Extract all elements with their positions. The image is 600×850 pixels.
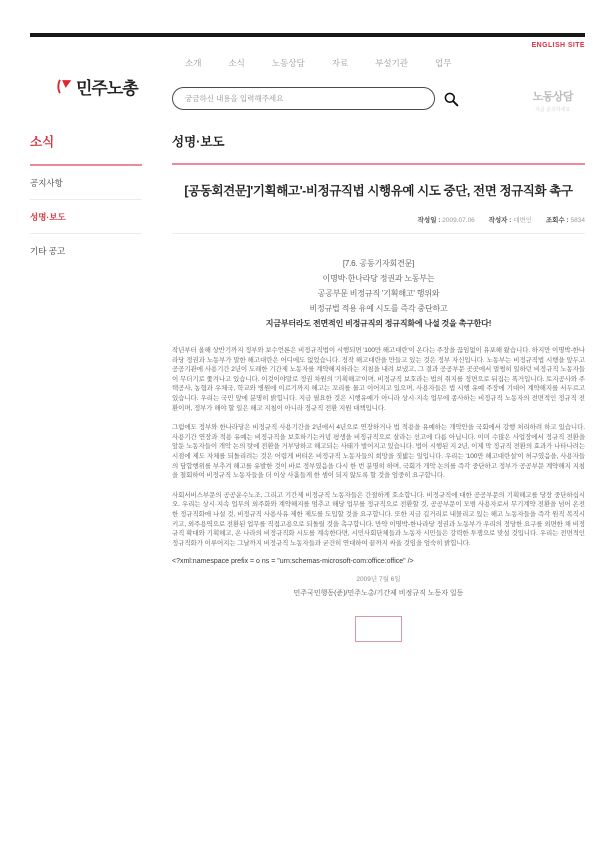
logo-text: 민주노총 xyxy=(76,79,138,98)
lead-line-emphasis: 지금부터라도 전면적인 비정규직의 정규직화에 나설 것을 촉구한다! xyxy=(265,319,492,328)
lead-line: [7.6. 공동기자회견문] xyxy=(342,259,415,268)
nav-item-affiliates[interactable]: 부설기관 xyxy=(375,58,409,68)
english-site-link[interactable]: ENGLISH SITE xyxy=(531,42,585,49)
xml-namespace-artifact: <?xml:namespace prefix = o ns = "urn:schemas-microsoft-com:office:office" /> xyxy=(172,558,414,566)
article-title: [공동회견문]'기획해고'-비정규직법 시행유예 시도 중단, 전면 정규직화 촉구 xyxy=(184,184,573,198)
article-paragraph: 작년부터 올해 상반기까지 정부와 보수언론은 비정규직법이 시행되면 '100만 해고대란'이 온다는 주장을 끊임없이 유포해 왔습니다. 하지만 이명박-한나라당 정권과 노동부가 말한 해고대란은 어디에도 없었습니다. 정작 해고대란을 만들고 있는 것은 정부 자신입니다. 노동부는 비정규직법 시행을 앞두고 공공기관에 사용기간 2년이 도래한 기간제 노동자를 계약해지하라는 지침을 내려 보냈고, 그 결과 공공부문 곳곳에서 멀쩡히 일하던 비정규직 노동자들이 무더기로 쫓겨나고 있습니다. 이것이야말로 정권 차원의 '기획해고'이며, 비정규직 보호라는 법의 취지를 정면으로 뒤집는 폭거입니다. 토지공사와 주택공사, 농협과 우체국, 학교와 병원에 이르기까지 해고는 꼬리를 물고 이어지고 있으며, 사용자들은 법 시행 유예 주장에 기대어 계약해지를 서두르고 있습니다. 우리는 국민 앞에 분명히 밝힙니다. 지금 필요한 것은 시행유예가 아니라 상시·지속 업무에 종사하는 비정규직 노동자의 전면적인 정규직 전환이며, 정부가 해야 할 일은 해고 지침이 아니라 정규직 전환 지원 대책입니다. xyxy=(172,347,585,412)
sidebar-item-etc[interactable]: 기타 공고 xyxy=(30,246,66,256)
nav-item-tasks[interactable]: 업무 xyxy=(435,58,452,68)
lead-line: 비정규법 적용 유예 시도를 즉각 중단하고 xyxy=(309,304,448,313)
search-area xyxy=(172,87,459,110)
nav-item-resources[interactable]: 자료 xyxy=(331,58,349,68)
search-input[interactable] xyxy=(185,94,422,103)
top-divider xyxy=(30,33,585,37)
lead-line: 이명박·한나라당 정권과 노동부는 xyxy=(322,274,435,283)
article-meta xyxy=(172,215,585,234)
statement-date: 2009년 7월 6일 xyxy=(356,576,401,584)
search-field-wrapper xyxy=(172,87,435,110)
quicklink-title: 노동상담 xyxy=(532,91,573,103)
meta-date: 작성일 : 2009.07.06 xyxy=(417,217,475,224)
main-panel xyxy=(172,132,585,642)
search-icon[interactable] xyxy=(443,91,459,107)
labor-counsel-quicklink[interactable] xyxy=(532,88,573,113)
statement-signers: 민주국민행동(준)/민주노총/기간제 비정규직 노동자 일동 xyxy=(293,590,464,598)
nav-item-news[interactable]: 소식 xyxy=(228,58,245,68)
logo-flag-icon xyxy=(55,78,72,95)
sidebar-item-statements[interactable]: 성명·보도 xyxy=(30,200,142,234)
article-paragraph: 사회서비스부문의 공공운수노조, 그리고 기간제 비정규직 노동자들은 간절하게 호소합니다. 비정규직에 대한 공공부문의 기획해고를 당장 중단하십시오. 우리는 상시·지속 업무의 외주화와 계약해지를 멈추고 해당 업무를 정규직으로 전환할 것, 공공부문이 모범 사용자로서 무기계약 전환을 넘어 온전한 정규직화에 나설 것, 비정규직 사용사유 제한 제도를 도입할 것을 요구합니다. 또한 지금 길거리로 내몰리고 있는 해고 노동자들을 즉각 원직 복직시키고, 외주용역으로 전환된 업무를 직접고용으로 되돌릴 것을 촉구합니다. 만약 이명박-한나라당 정권과 노동부가 우리의 정당한 요구를 외면한 채 비정규직 확대와 기획해고, 온 나라의 비정규직화 시도를 계속한다면, 시민사회단체들과 노동자 시민들은 강력한 투쟁으로 맞설 것입니다. 우리는 전면적인 정규직화가 이루어지는 그날까지 비정규직 노동자들과 굳건히 연대하여 끝까지 싸울 것임을 엄숙히 밝힙니다. xyxy=(172,491,585,547)
sidebar-title: 소식 xyxy=(30,132,142,166)
nav-item-labor-counsel[interactable]: 노동상담 xyxy=(271,58,305,68)
meta-author: 작성자 : 대변인 xyxy=(488,217,533,224)
broken-image-placeholder xyxy=(355,616,402,642)
sidebar xyxy=(30,132,142,267)
quicklink-subtitle: 지금 문의하세요 xyxy=(535,107,571,113)
site-header xyxy=(30,52,585,122)
article-body xyxy=(172,346,585,548)
nav-item-about[interactable]: 소개 xyxy=(185,58,202,68)
main-nav xyxy=(185,57,451,69)
page-title: 성명·보도 xyxy=(172,132,585,165)
article-lead xyxy=(172,256,585,331)
article-paragraph: 그럼에도 정부와 한나라당은 비정규직 사용기간을 2년에서 4년으로 연장하거나 법 적용을 유예하는 개악안을 국회에서 강행 처리하려 하고 있습니다. 사용기간 연장과 적용 유예는 비정규직을 보호하기는커녕 평생을 비정규직으로 살라는 선고에 다름 아닙니다. 이미 수많은 사업장에서 정규직 전환을 앞둔 노동자들이 개악 논의 탓에 전환을 거부당하고 해고되는 사태가 벌어지고 있습니다. 법이 시행된 지 2년, 이제 막 정규직 전환의 효과가 나타나려는 시점에 제도 자체를 되돌리려는 것은 어렵게 버텨온 비정규직 노동자들의 희망을 짓밟는 일입니다. 우리는 '100만 해고대란설'이 허구였음을, 사용자들의 담합행위를 부추겨 해고를 유발한 것이 바로 정부였음을 다시 한 번 분명히 하며, 국회가 개악 논의를 즉각 중단하고 정부가 공공부문 계약해지 지침을 철회하여 비정규직 노동자들을 더 이상 사흘들게 한 셈이 되지 않도록 할 것을 엄중히 요구합니다. xyxy=(172,424,585,480)
meta-views: 조회수 : 5834 xyxy=(545,217,585,224)
site-logo[interactable] xyxy=(55,74,138,99)
lead-line: 공공부문 비정규직 '기획해고' 행위와 xyxy=(317,289,440,298)
sidebar-item-notice[interactable]: 공지사항 xyxy=(30,166,142,200)
